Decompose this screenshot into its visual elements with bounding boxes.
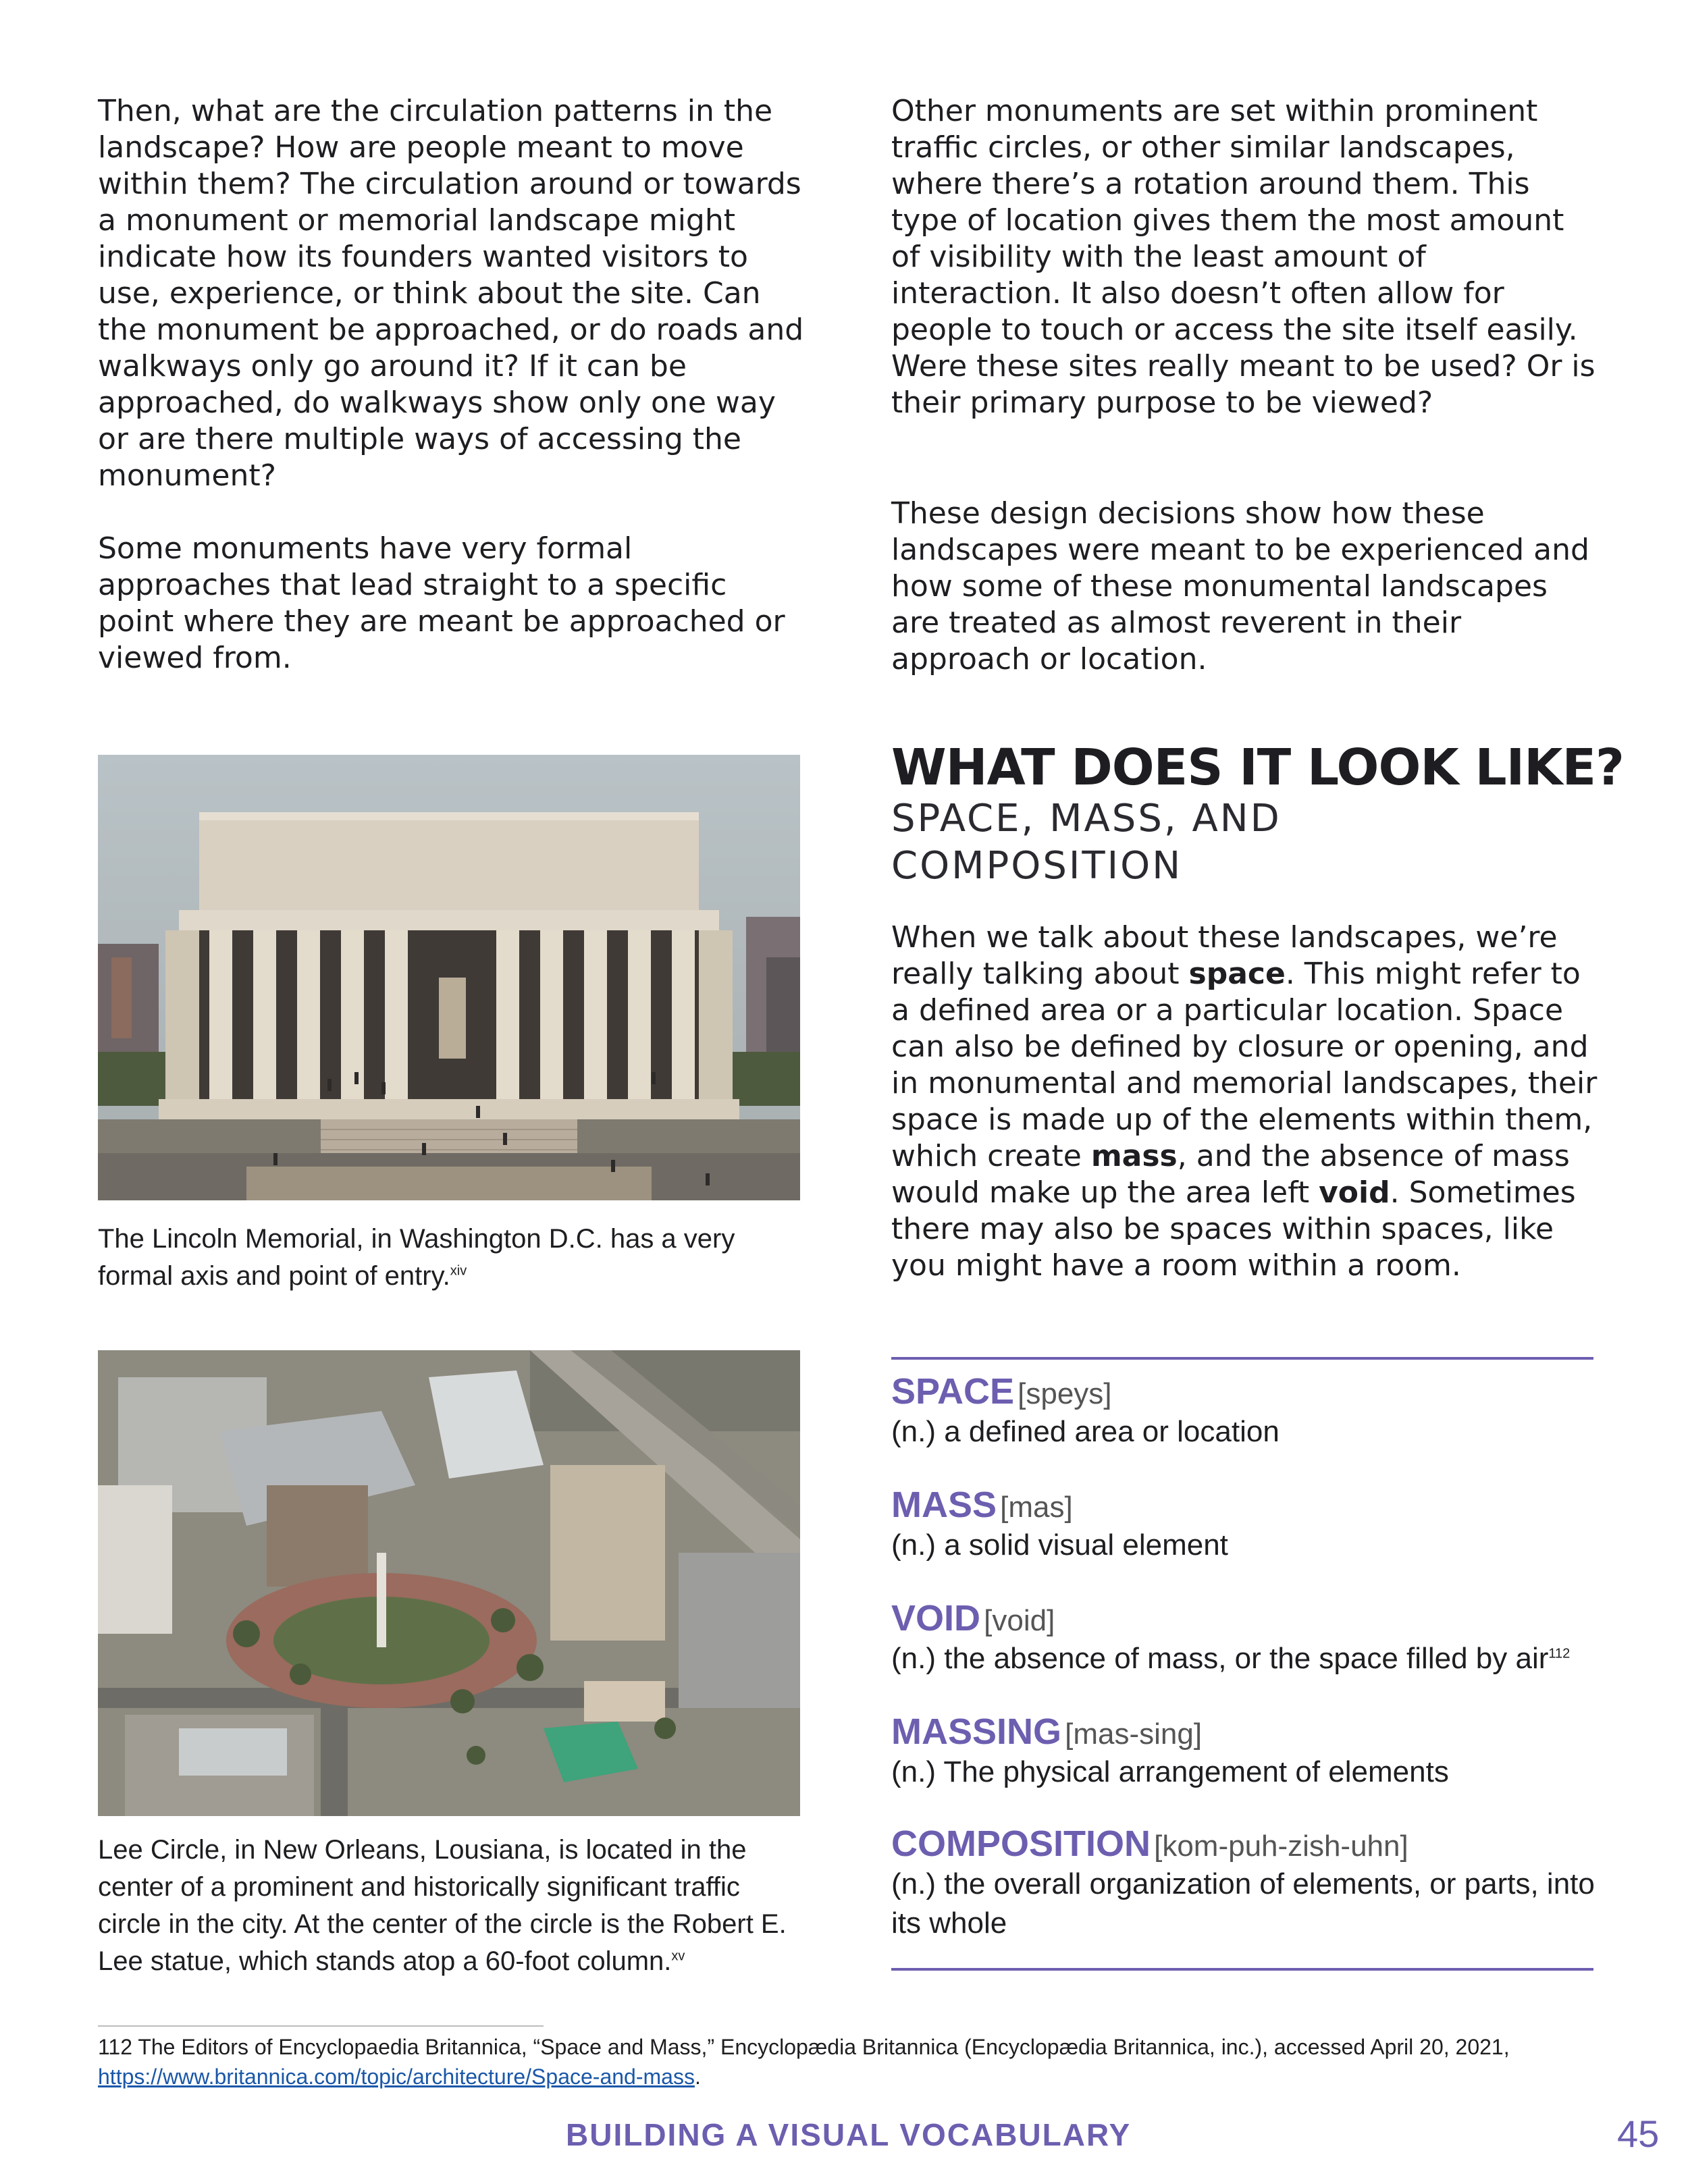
glossary-entry-composition <box>891 1823 1607 1943</box>
section-body-c: , and the absence of mass would make up the area left <box>891 1139 1570 1210</box>
photo1-caption-text: The Lincoln Memorial, in Washington D.C. has a very formal axis and point of entry. <box>98 1224 735 1291</box>
footnote-divider <box>98 2025 544 2027</box>
glossary-definition: (n.) the overall organization of elements, or parts, into its whole <box>891 1867 1595 1940</box>
section-body-d: . Sometimes there may also be spaces within spaces, like you might have a room within a room. <box>891 1175 1576 1283</box>
right-paragraph-1: Other monuments are set within prominent traffic circles, or other similar landscapes, where there’s a rotation around them. This type of location gives them the most amount of visibility with the least amount of interaction. It also doesn’t often allow for people to touch or access the site itself easily. Were these sites really meant to be used? Or is their primary purpose to be viewed? <box>891 94 1595 420</box>
footnote-link[interactable]: https://www.britannica.com/topic/architecture/Space-and-mass <box>98 2065 695 2089</box>
photo1-endnote-ref: xiv <box>450 1263 467 1279</box>
page-number: 45 <box>1617 2112 1660 2155</box>
glossary-definition: (n.) a defined area or location <box>891 1415 1280 1448</box>
glossary-entry-massing <box>891 1711 1607 1792</box>
section-body <box>891 920 1607 1284</box>
section-heading: WHAT DOES IT LOOK LIKE? <box>891 739 1624 797</box>
glossary-pronunciation: [mas] <box>1000 1491 1073 1524</box>
glossary-pronunciation: [speys] <box>1018 1377 1112 1410</box>
section-body-b: . This might refer to a defined area or a particular location. Space can also be defined by closure or opening, and in monumental and memorial landscapes, their space is made up of the elements within them, which create <box>891 957 1598 1173</box>
glossary-top-rule <box>891 1357 1593 1360</box>
photo2-caption <box>98 1832 810 1980</box>
glossary-term: MASSING <box>891 1711 1062 1752</box>
photo1-caption <box>98 1221 773 1295</box>
glossary-term: MASS <box>891 1485 997 1525</box>
right-paragraph-2: These design decisions show how these landscapes were meant to be experienced and how some of these monumental landscapes are treated as almost reverent in their approach or location. <box>891 496 1589 676</box>
glossary-definition <box>891 1639 1607 1678</box>
photo2-endnote-ref: xv <box>671 1948 685 1964</box>
glossary-entry-void <box>891 1597 1607 1678</box>
left-paragraph-1: Then, what are the circulation patterns in the landscape? How are people meant to move within them? The circulation around or towards a monument or memorial landscape might indicate how its founders wanted visitors to use, experience, or think about the site. Can the monument be approached, or do roads and walkways only go around it? If it can be approached, do walkways show only one way or are there multiple ways of accessing the monument? <box>98 94 804 493</box>
glossary-entry-mass <box>891 1484 1607 1565</box>
lincoln-memorial-photo <box>98 755 800 1200</box>
left-paragraph-2: Some monuments have very formal approaches that lead straight to a specific point where they are meant be approached or viewed from. <box>98 531 785 675</box>
lee-circle-photo <box>98 1350 800 1816</box>
photo2-caption-text: Lee Circle, in New Orleans, Lousiana, is located in the center of a prominent and historically significant traffic circle in the city. At the center of the circle is the Robert E. Lee statue, which stands atop a 60-foot column. <box>98 1835 787 1976</box>
glossary-pronunciation: [kom-puh-zish-uhn] <box>1154 1830 1408 1863</box>
term-void-bold: void <box>1319 1175 1390 1210</box>
footnote-end: . <box>694 2065 701 2089</box>
footnote-ref-112: 112 <box>1548 1646 1571 1661</box>
footnote <box>98 2032 1604 2092</box>
footnote-text: 112 The Editors of Encyclopaedia Britannica, “Space and Mass,” Encyclopædia Britannica (Encyclopædia Britannica, inc.), accessed April 20, 2021, <box>98 2035 1510 2059</box>
glossary-bottom-rule <box>891 1968 1593 1971</box>
footer-title: BUILDING A VISUAL VOCABULARY <box>566 2117 1132 2152</box>
glossary-definition: (n.) The physical arrangement of elements <box>891 1755 1449 1788</box>
section-body-a: When we talk about these landscapes, we’re really talking about <box>891 920 1558 991</box>
glossary-definition: (n.) a solid visual element <box>891 1528 1228 1562</box>
glossary-term: COMPOSITION <box>891 1823 1151 1864</box>
glossary-pronunciation: [mas-sing] <box>1065 1717 1203 1751</box>
section-subheading: SPACE, MASS, AND COMPOSITION <box>891 797 1282 888</box>
glossary-pronunciation: [void] <box>984 1604 1055 1637</box>
glossary-entry-space <box>891 1370 1607 1451</box>
glossary-term: VOID <box>891 1598 981 1639</box>
glossary-term: SPACE <box>891 1371 1015 1412</box>
glossary-definition-text: (n.) the absence of mass, or the space filled by air <box>891 1642 1549 1675</box>
term-space-bold: space <box>1188 957 1286 991</box>
term-mass-bold: mass <box>1090 1139 1178 1173</box>
